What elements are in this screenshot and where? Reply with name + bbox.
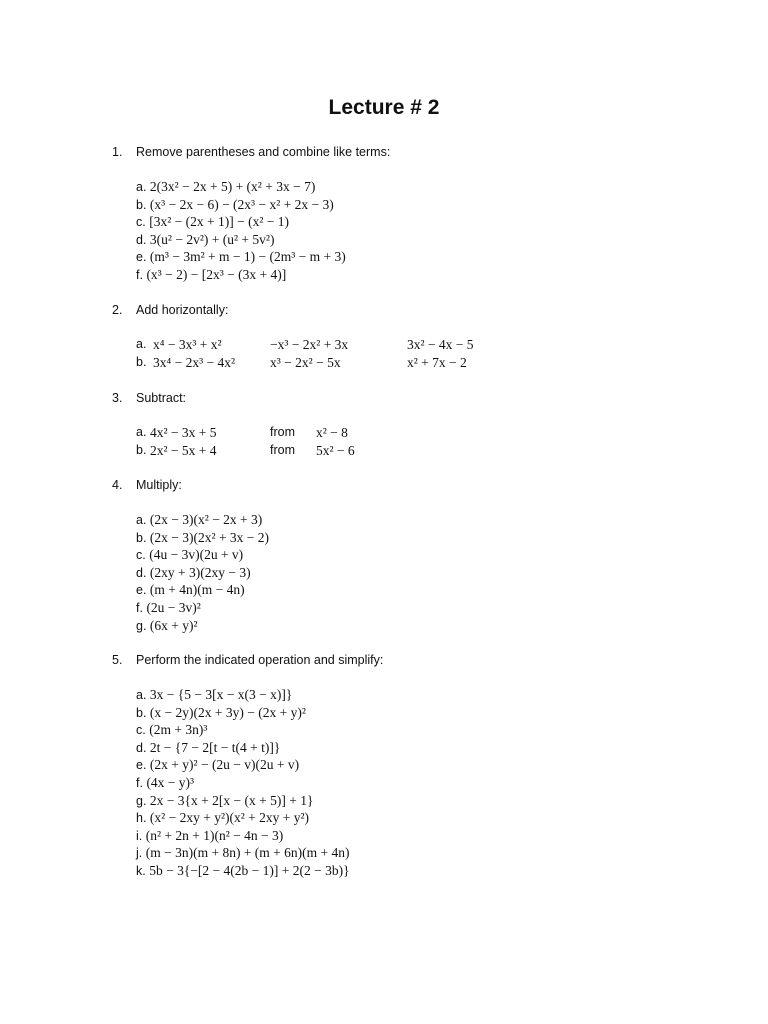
math-expression: 2t − {7 − 2[t − t(4 + t)]} [149,739,281,755]
list-item [136,617,672,635]
list-item [136,196,672,214]
list-item [136,721,672,739]
item-label: a. [136,180,147,194]
page-title: Lecture # 2 [328,96,440,119]
question-text: Perform the indicated operation and simplify: [136,653,384,667]
math-expression: (m − 3n)(m + 8n) + (m + 6n)(m + 4n) [145,845,350,861]
math-expression: (m³ − 3m² + m − 1) − (2m³ − m + 3) [149,249,346,265]
question-4 [112,476,672,634]
item-label: c. [136,548,146,563]
item-label: d. [136,232,147,247]
math-expression: 5x² − 6 [316,442,355,458]
question-heading [112,651,672,669]
math-expression: 3x − {5 − 3[x − x(3 − x)]} [149,687,293,702]
math-expression: (2x + y)² − (2u − v)(2u + v) [149,757,300,773]
question-number: 2. [112,303,123,317]
list-item [136,599,672,617]
list-item [136,581,672,599]
list-item [136,354,672,372]
question-text: Multiply: [136,478,182,492]
math-expression: 2x² − 5x + 4 [150,442,217,458]
math-expression: x⁴ − 3x³ + x² [153,337,222,352]
from-word: from [270,442,295,457]
list-item [136,213,672,231]
item-label: e. [136,583,147,598]
list-item [136,529,672,547]
list-item [136,844,672,862]
item-label: h. [136,811,147,826]
question-heading [112,476,672,494]
question-number: 1. [112,145,123,159]
item-label: j. [136,846,143,861]
math-expression: (2x − 3)(2x² + 3x − 2) [149,529,270,545]
item-label: b. [136,530,147,545]
item-label: b. [136,705,147,720]
math-expression: (m + 4n)(m − 4n) [149,582,245,598]
item-label: c. [136,215,146,230]
item-label: b. [136,442,147,457]
math-expression: 3x² − 4x − 5 [407,337,474,352]
item-label: a. [136,513,147,527]
item-label: g. [136,618,147,633]
list-item [136,686,672,704]
math-expression: (6x + y)² [149,617,198,633]
math-expression: (2m + 3n)³ [149,722,208,738]
list-item [136,739,672,757]
item-label: a. [136,688,147,702]
list-item [136,862,672,880]
problem-list [112,686,672,880]
item-label: a. [136,337,147,351]
item-label: g. [136,793,147,808]
item-label: f. [136,267,143,282]
item-label: f. [136,775,143,790]
math-expression: (4x − y)³ [146,774,195,790]
list-item [136,178,672,196]
problem-list [112,424,672,459]
from-word: from [270,425,295,439]
math-expression: (4u − 3v)(2u + v) [149,547,244,563]
question-1 [112,143,672,284]
item-label: b. [136,197,147,212]
question-5 [112,651,672,880]
item-label: e. [136,758,147,773]
math-expression: −x³ − 2x² + 3x [270,337,349,352]
math-expression: x² + 7x − 2 [407,354,467,370]
list-item [136,774,672,792]
problem-list [112,336,672,371]
item-label: c. [136,723,146,738]
math-expression: 2x − 3{x + 2[x − (x + 5)] + 1} [149,792,314,808]
item-label: i. [136,828,143,843]
question-number: 3. [112,391,123,405]
question-3 [112,389,672,459]
list-item [136,546,672,564]
question-text: Subtract: [136,391,187,405]
item-label: b. [136,354,147,369]
question-heading [112,389,672,407]
list-item [136,564,672,582]
math-expression: 3x⁴ − 2x³ − 4x² [153,354,236,370]
list-item [136,809,672,827]
list-item [136,336,672,354]
math-expression: (x² − 2xy + y²)(x² + 2xy + y²) [149,810,310,826]
list-item [136,266,672,284]
math-expression: (x − 2y)(2x + 3y) − (2x + y)² [149,704,306,720]
math-expression: 3(u² − 2v²) + (u² + 5v²) [149,231,275,247]
math-expression: (2u − 3v)² [146,599,201,615]
item-label: a. [136,425,147,439]
question-text: Remove parentheses and combine like terms: [136,145,391,159]
list-item [136,792,672,810]
list-item [136,827,672,845]
item-label: k. [136,863,146,878]
question-number: 5. [112,653,123,667]
list-item [136,248,672,266]
item-label: d. [136,565,147,580]
list-item [136,756,672,774]
list-item [136,511,672,529]
list-item [136,704,672,722]
item-label: d. [136,740,147,755]
math-expression: x³ − 2x² − 5x [270,354,341,370]
question-2 [112,301,672,371]
math-expression: 5b − 3{−[2 − 4(2b − 1)] + 2(2 − 3b)} [149,862,350,878]
math-expression: x² − 8 [316,425,348,440]
math-expression: (2x − 3)(x² − 2x + 3) [149,512,263,527]
question-heading [112,143,672,161]
list-item [136,231,672,249]
math-expression: (2xy + 3)(2xy − 3) [149,564,251,580]
math-expression: (x³ − 2x − 6) − (2x³ − x² + 2x − 3) [149,196,334,212]
question-heading [112,301,672,319]
math-expression: 2(3x² − 2x + 5) + (x² + 3x − 7) [149,179,316,194]
item-label: e. [136,250,147,265]
list-item [136,424,672,442]
question-text: Add horizontally: [136,303,229,317]
math-expression: (x³ − 2) − [2x³ − (3x + 4)] [146,266,287,282]
problem-list [112,178,672,284]
problem-list [112,511,672,634]
question-number: 4. [112,478,123,492]
list-item [136,442,672,460]
math-expression: (n² + 2n + 1)(n² − 4n − 3) [145,827,284,843]
math-expression: [3x² − (2x + 1)] − (x² − 1) [149,214,289,230]
item-label: f. [136,600,143,615]
math-expression: 4x² − 3x + 5 [150,425,217,440]
